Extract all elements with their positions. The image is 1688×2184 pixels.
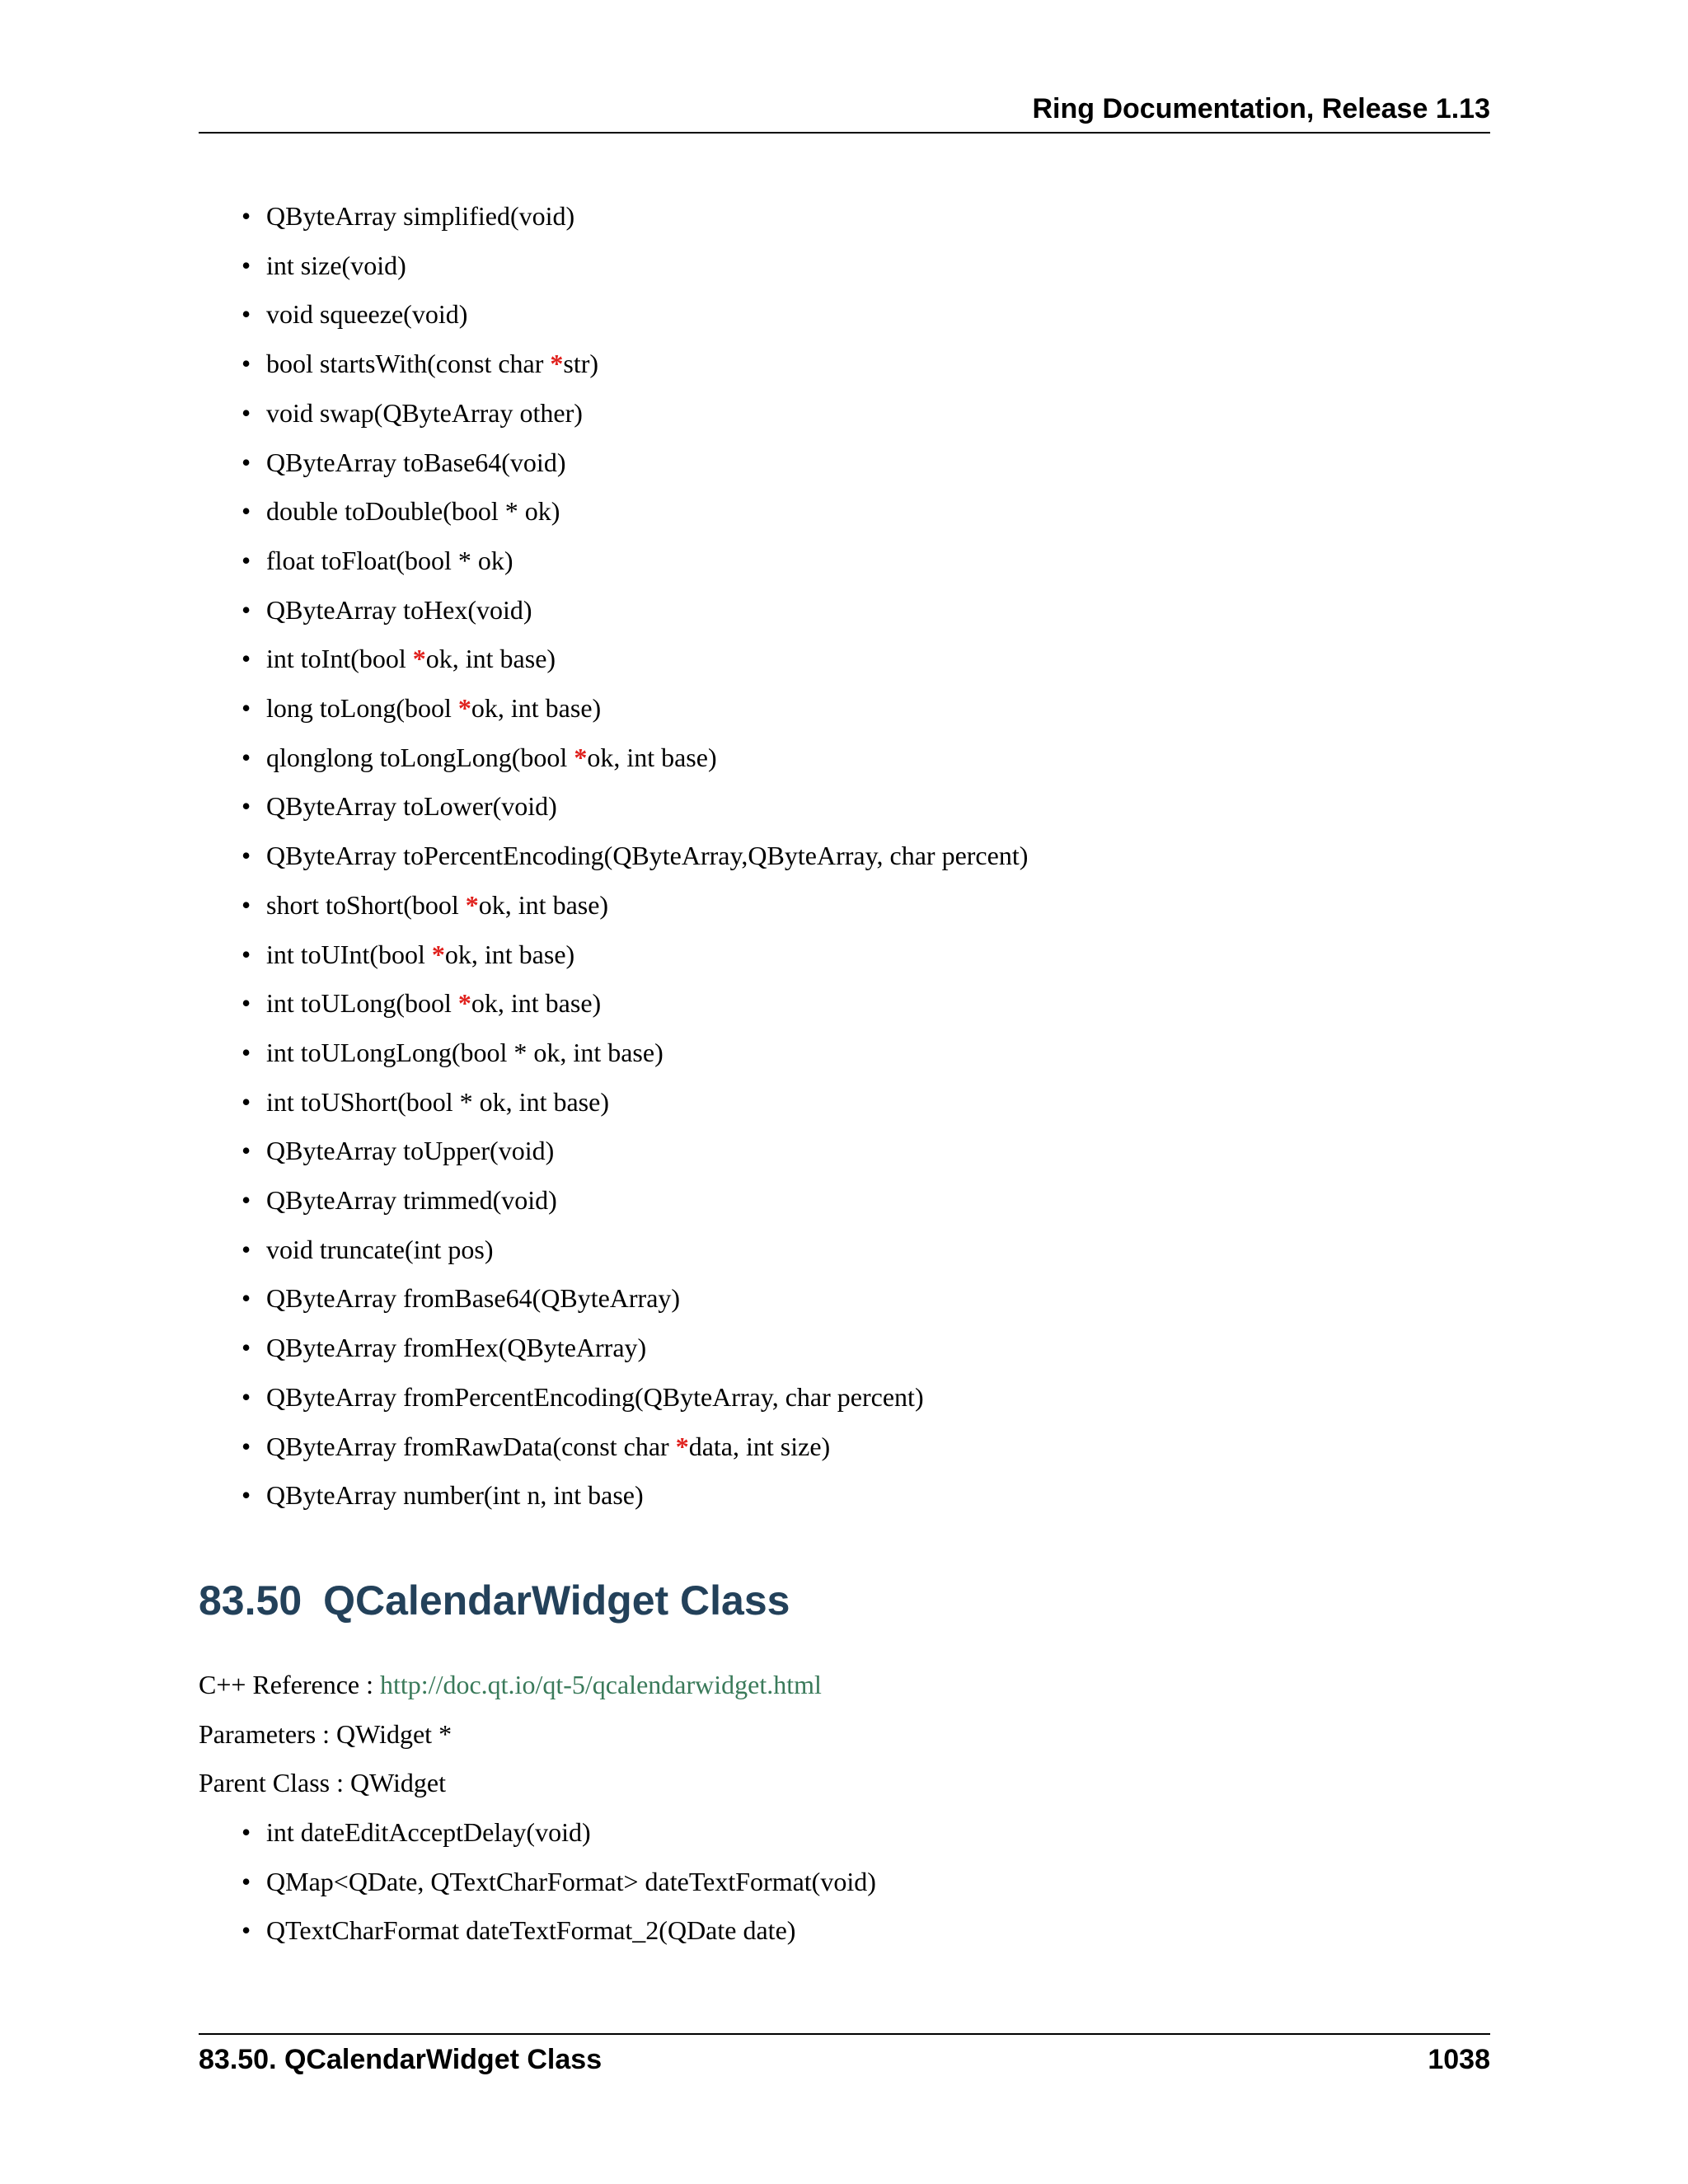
- bullet-icon: •: [241, 1037, 251, 1067]
- pointer-asterisk: *: [550, 349, 564, 379]
- bullet-icon: •: [241, 1283, 251, 1314]
- bullet-icon: •: [241, 693, 251, 723]
- method-signature: QByteArray toBase64(void): [266, 447, 566, 477]
- method-signature: int toULong(bool *ok, int base): [266, 988, 602, 1019]
- method-signature: int toUInt(bool *ok, int base): [266, 939, 575, 969]
- method-signature: int toULongLong(bool * ok, int base): [266, 1037, 663, 1067]
- method-signature: double toDouble(bool * ok): [266, 496, 560, 527]
- method-signature: QByteArray simplified(void): [266, 201, 575, 231]
- pointer-asterisk: *: [465, 889, 479, 920]
- method-signature: qlonglong toLongLong(bool *ok, int base): [266, 742, 717, 772]
- method-signature: int toInt(bool *ok, int base): [266, 644, 556, 674]
- method-signature: void truncate(int pos): [266, 1234, 494, 1264]
- bullet-icon: •: [241, 1480, 251, 1511]
- page-header: [199, 92, 1490, 134]
- pointer-asterisk: *: [412, 644, 426, 674]
- bullet-icon: •: [241, 397, 251, 428]
- bullet-icon: •: [241, 299, 251, 330]
- bullet-icon: •: [241, 1234, 251, 1264]
- cpp-reference-label: C++ Reference :: [199, 1670, 380, 1699]
- method-signature: QByteArray fromHex(QByteArray): [266, 1333, 647, 1363]
- method-signature: QByteArray fromRawData(const char *data, int size): [266, 1431, 831, 1461]
- method-signature: QMap<QDate, QTextCharFormat> dateTextFormat(void): [266, 1866, 876, 1896]
- bullet-icon: •: [241, 1381, 251, 1412]
- footer-section-label: 83.50. QCalendarWidget Class: [199, 2044, 603, 2075]
- bullet-icon: •: [241, 496, 251, 527]
- bullet-icon: •: [241, 889, 251, 920]
- bullet-icon: •: [241, 545, 251, 575]
- method-signature: void squeeze(void): [266, 299, 468, 330]
- bullet-icon: •: [241, 1185, 251, 1215]
- section-heading: [199, 1576, 790, 1625]
- method-signature: void swap(QByteArray other): [266, 397, 583, 428]
- pointer-asterisk: *: [574, 742, 588, 772]
- parent-class-line: Parent Class : QWidget: [199, 1768, 446, 1797]
- method-signature: QByteArray toPercentEncoding(QByteArray,QByteArray, char percent): [266, 841, 1029, 871]
- method-signature: int dateEditAcceptDelay(void): [266, 1817, 591, 1847]
- bullet-icon: •: [241, 644, 251, 674]
- bullet-icon: •: [241, 988, 251, 1019]
- bullet-icon: •: [241, 349, 251, 379]
- method-signature: int size(void): [266, 250, 406, 280]
- method-signature: bool startsWith(const char *str): [266, 349, 599, 379]
- method-signature: QByteArray toLower(void): [266, 791, 557, 822]
- page-footer: [199, 2033, 1490, 2076]
- bullet-icon: •: [241, 594, 251, 625]
- page-number: 1038: [1428, 2044, 1490, 2075]
- method-signature: float toFloat(bool * ok): [266, 545, 513, 575]
- pointer-asterisk: *: [675, 1431, 689, 1461]
- method-signature: QByteArray fromPercentEncoding(QByteArray, char percent): [266, 1381, 924, 1412]
- bullet-icon: •: [241, 1086, 251, 1117]
- method-signature: QByteArray number(int n, int base): [266, 1480, 644, 1511]
- bullet-icon: •: [241, 250, 251, 280]
- bullet-icon: •: [241, 791, 251, 822]
- method-signature: long toLong(bool *ok, int base): [266, 693, 602, 723]
- bullet-icon: •: [241, 1333, 251, 1363]
- pointer-asterisk: *: [431, 939, 445, 969]
- section-title-text: QCalendarWidget Class: [323, 1577, 790, 1624]
- bullet-icon: •: [241, 1866, 251, 1896]
- pointer-asterisk: *: [457, 693, 471, 723]
- bullet-icon: •: [241, 841, 251, 871]
- bullet-icon: •: [241, 1915, 251, 1946]
- bullet-icon: •: [241, 447, 251, 477]
- method-signature: short toShort(bool *ok, int base): [266, 889, 609, 920]
- method-signature: QByteArray trimmed(void): [266, 1185, 557, 1215]
- bullet-icon: •: [241, 1136, 251, 1166]
- parameters-line: Parameters : QWidget *: [199, 1719, 452, 1749]
- bullet-icon: •: [241, 1431, 251, 1461]
- method-signature: QTextCharFormat dateTextFormat_2(QDate date): [266, 1915, 796, 1946]
- bullet-icon: •: [241, 939, 251, 969]
- method-signature: QByteArray fromBase64(QByteArray): [266, 1283, 681, 1314]
- method-signature: QByteArray toHex(void): [266, 594, 532, 625]
- cpp-reference-link[interactable]: http://doc.qt.io/qt-5/qcalendarwidget.html: [380, 1670, 822, 1699]
- bullet-icon: •: [241, 201, 251, 231]
- bullet-icon: •: [241, 1817, 251, 1847]
- document-title: Ring Documentation, Release 1.13: [1032, 93, 1490, 124]
- cpp-reference-line: [199, 1668, 822, 1701]
- method-signature: QByteArray toUpper(void): [266, 1136, 555, 1166]
- bullet-icon: •: [241, 742, 251, 772]
- section-number: 83.50: [199, 1577, 302, 1624]
- method-signature: int toUShort(bool * ok, int base): [266, 1086, 609, 1117]
- pointer-asterisk: *: [457, 988, 471, 1019]
